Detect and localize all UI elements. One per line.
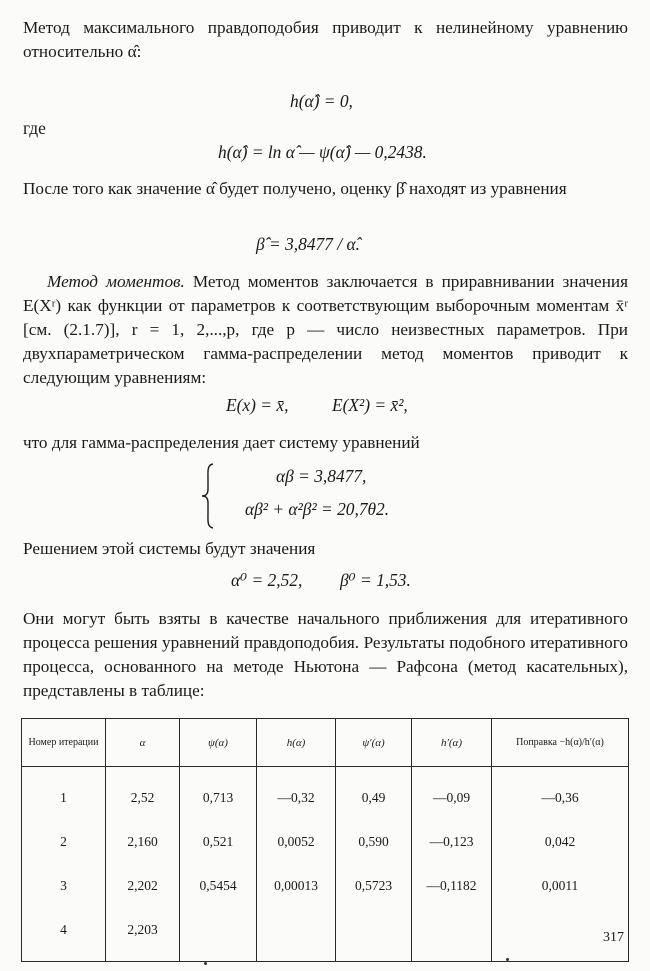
system-brace [200,463,216,529]
cell-iteration: 4 [22,908,106,962]
equation-moment-1: E(x) = x̄, [226,395,289,415]
cell-h-prime [412,908,492,962]
table-header-row [22,719,629,767]
cell-alpha: 2,160 [106,820,180,864]
header-h: h(α) [257,719,336,767]
initial-beta: β⁰ = 1,53. [340,570,411,590]
cell-iteration: 2 [22,820,106,864]
cell-iteration: 1 [22,767,106,821]
system-equation-2: αβ² + α²β² = 20,7θ2. [245,499,390,519]
header-psi: ψ(α) [180,719,257,767]
table-row [22,908,629,962]
cell-psi-prime: 0,590 [336,820,412,864]
initial-alpha: α⁰ = 2,52, [231,570,303,590]
equation-h-definition: h(α̂) = ln α̂ — ψ(α̂) — 0,2438. [218,142,427,162]
cell-iteration: 3 [22,864,106,908]
cell-correction: 0,042 [492,820,629,864]
cell-h: 0,00013 [257,864,336,908]
paragraph-method-of-moments [23,270,628,390]
page-number: 317 [603,930,624,945]
cell-correction: —0,36 [492,767,629,821]
cell-psi: 0,521 [180,820,257,864]
header-alpha: α [106,719,180,767]
cell-psi-prime [336,908,412,962]
table-row [22,864,629,908]
table-row [22,767,629,821]
cell-alpha: 2,52 [106,767,180,821]
table-row [22,820,629,864]
equation-beta: β̂ = 3,8477 / α̂. [256,234,360,254]
cell-h-prime: —0,123 [412,820,492,864]
cell-psi [180,908,257,962]
cell-h [257,908,336,962]
header-h-prime: h′(α) [412,719,492,767]
cell-psi-prime: 0,49 [336,767,412,821]
cell-alpha: 2,202 [106,864,180,908]
cell-psi: 0,713 [180,767,257,821]
cell-psi-prime: 0,5723 [336,864,412,908]
method-of-moments-body: Метод моментов заключается в приравнивании значения E(Xʳ) как функции от параметров к соответствующим выборочным моментам x̄ʳ [см. (2.1.7)], r = 1, 2,...,p, где p — число неизвестных параметров. При двухпараметрическом гамма-распределении метод моментов приводит к следующим уравнениям: [23,272,628,387]
system-equation-1: αβ = 3,8477, [276,466,367,486]
equation-moment-2: E(X²) = x̄², [332,395,408,415]
print-speck [204,962,207,965]
paragraph-mle-intro: Метод максимального правдоподобия приводит к нелинейному уравнению относительно α̂: [23,18,628,61]
cell-psi: 0,5454 [180,864,257,908]
cell-correction: 0,0011 [492,864,629,908]
paragraph-iteration: Они могут быть взяты в качестве начального приближения для итеративного процесса решения уравнений правдоподобия. Результаты подобного итеративного процесса, основанного на методе Ньютона — Рафсона (метод касательных), представлены в таблице: [23,609,628,700]
where-word: где [23,118,46,138]
paragraph-solution: Решением этой системы будут значения [23,539,316,558]
header-iteration: Номер итерации [22,719,106,767]
cell-h-prime: —0,09 [412,767,492,821]
cell-h-prime: —0,1182 [412,864,492,908]
header-correction: Поправка −h(α)/h′(α) [492,719,629,767]
paragraph-gamma-system: что для гамма-распределения дает систему уравнений [23,433,420,452]
equation-h-zero: h(α̂) = 0, [290,91,353,111]
cell-h: —0,32 [257,767,336,821]
header-psi-prime: ψ′(α) [336,719,412,767]
cell-h: 0,0052 [257,820,336,864]
paragraph-beta-estimate: После того как значение α̂ будет получено, оценку β̂ находят из уравнения [23,179,567,198]
iteration-table [21,718,629,962]
method-of-moments-title: Метод моментов. [47,272,185,291]
print-speck [506,958,509,961]
cell-alpha: 2,203 [106,908,180,962]
